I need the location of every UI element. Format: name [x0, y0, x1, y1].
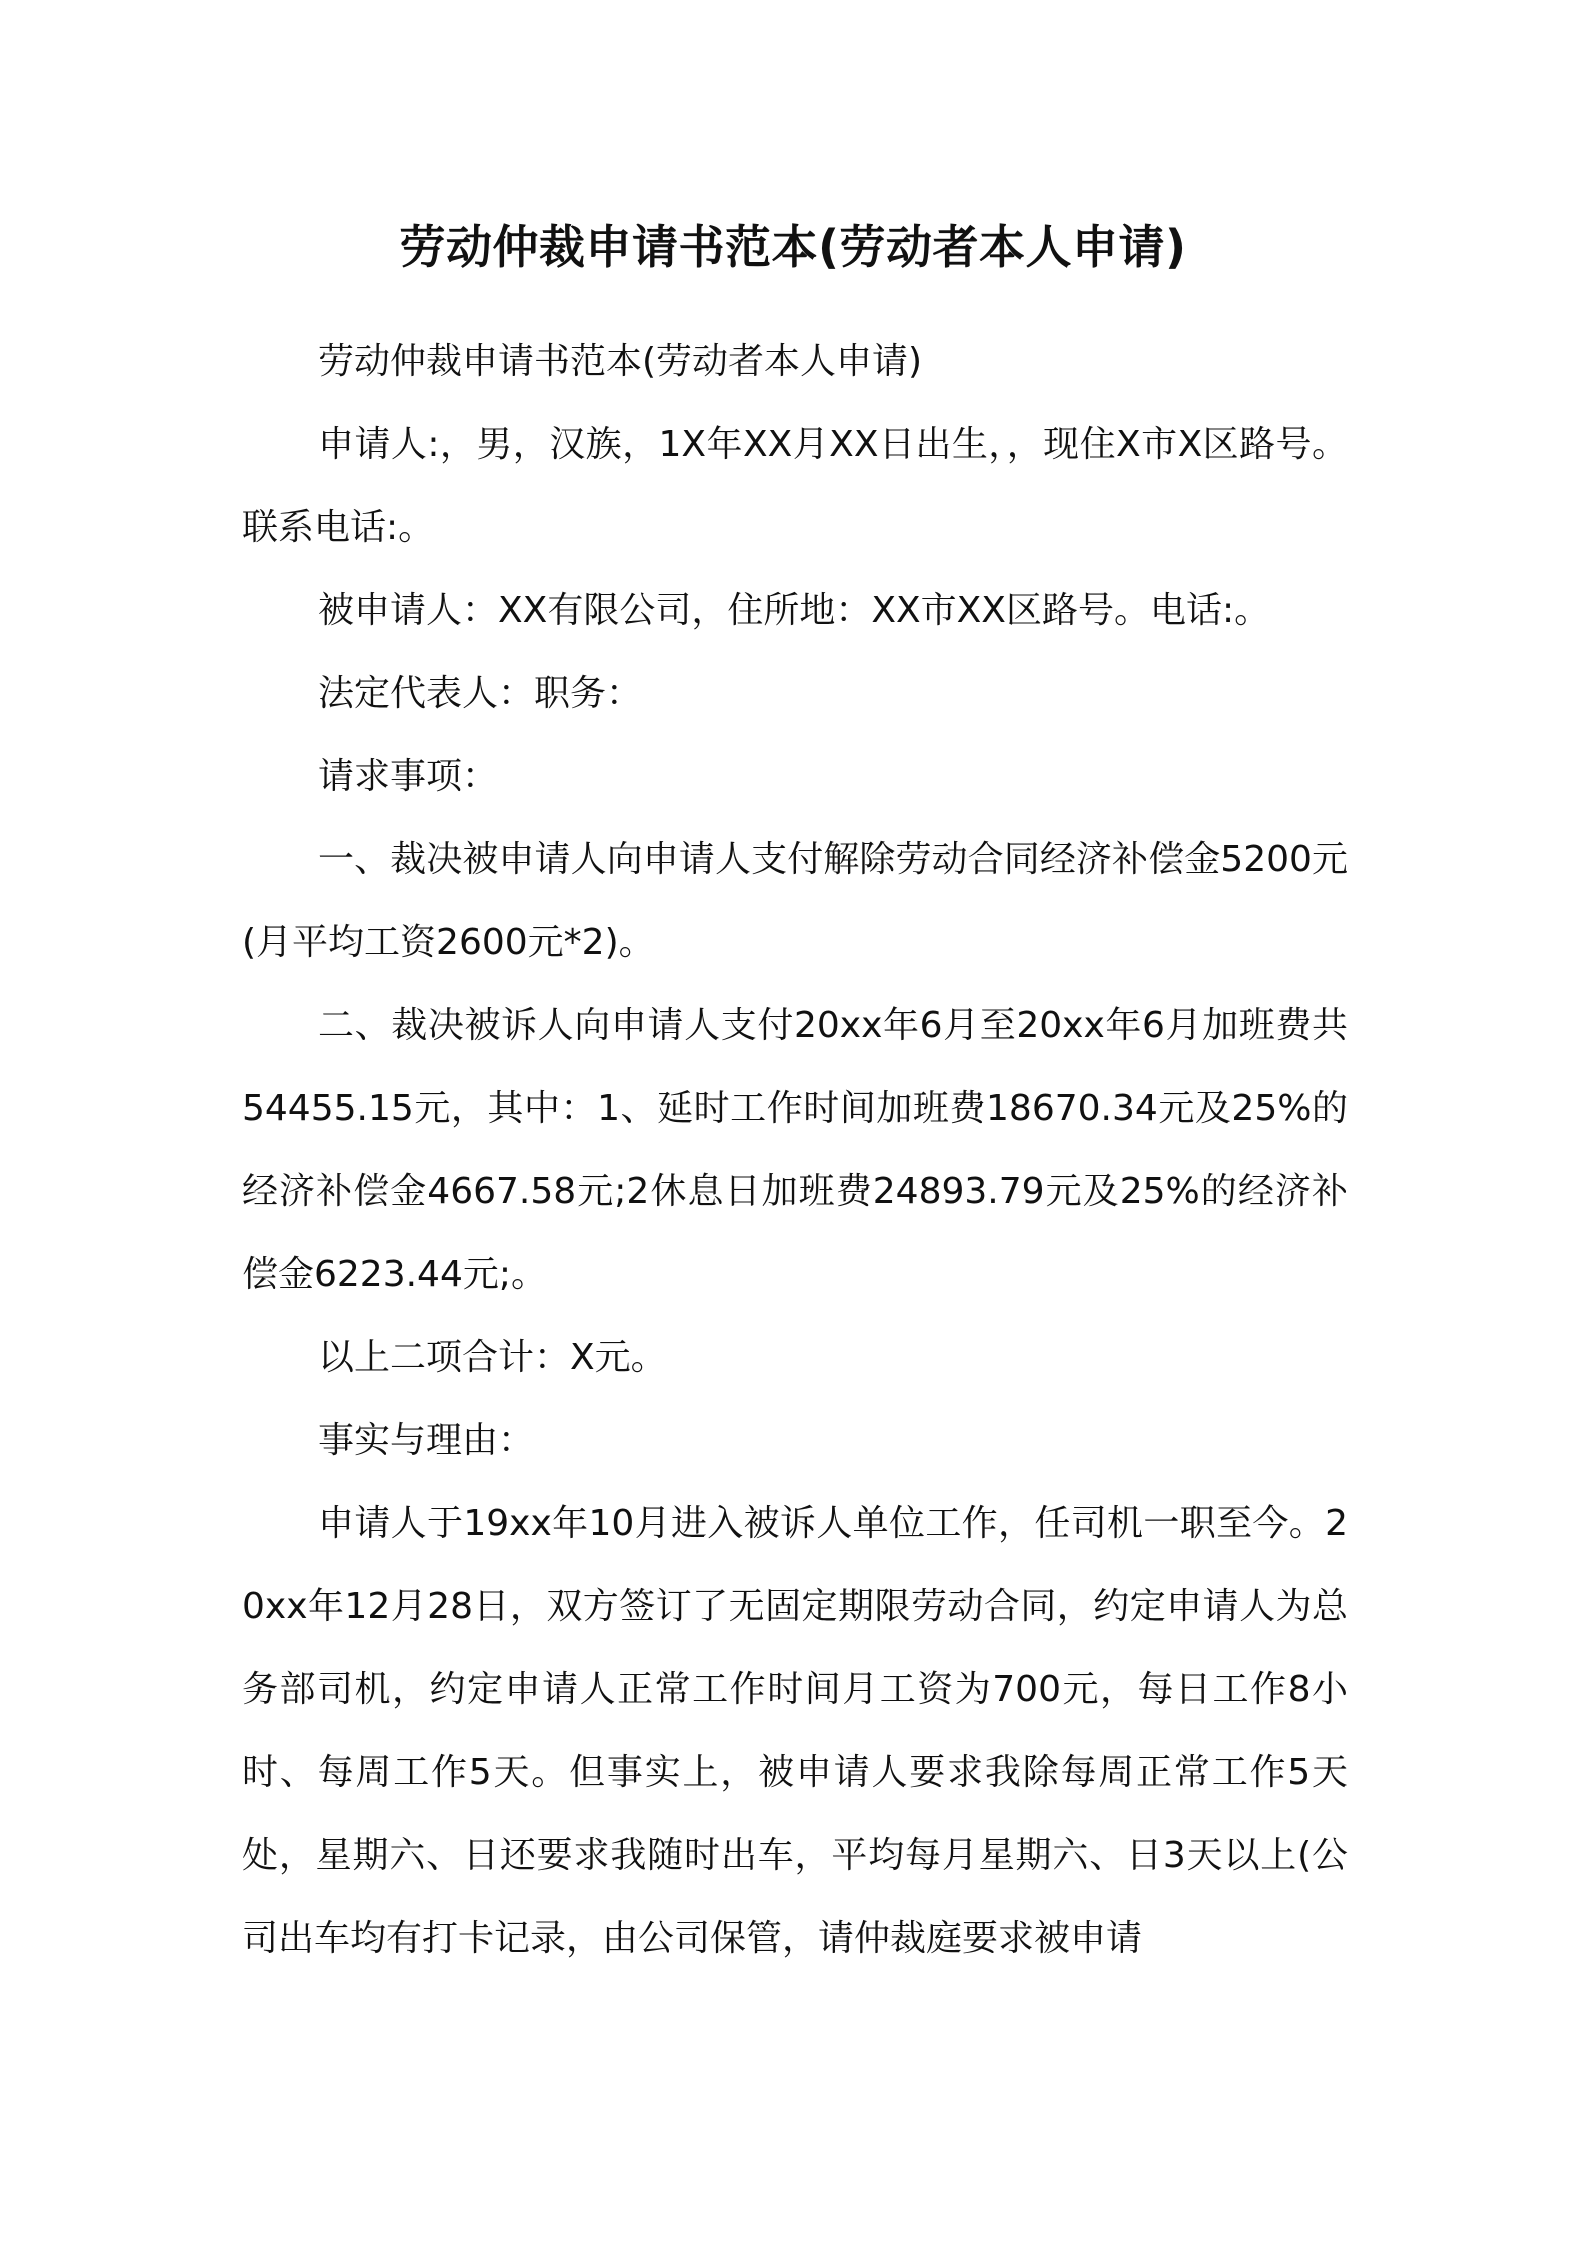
paragraph-claims-heading: 请求事项： — [318, 756, 499, 797]
paragraph-claim-two: 二、裁决被诉人向申请人支付20xx年6月至20xx年6月加班费共54455.15元，其中：1、延时工作时间加班费18670.34元及25%的经济补偿金4667.58元;2休息日加班费24893.79元及25%的经济补偿金6223.44元;。 — [242, 1005, 1348, 1295]
paragraph-total: 以上二项合计：X元。 — [318, 1337, 667, 1378]
paragraph-applicant: 申请人:，男，汉族，1X年XX月XX日出生，，现住X市X区路号。联系电话:。 — [242, 424, 1348, 548]
paragraph-respondent: 被申请人：XX有限公司，住所地：XX市XX区路号。电话:。 — [318, 590, 1271, 631]
paragraph-claim-one: 一、裁决被申请人向申请人支付解除劳动合同经济补偿金5200元(月平均工资2600元*2)。 — [242, 839, 1348, 963]
paragraph-facts-heading: 事实与理由： — [318, 1420, 535, 1461]
document-title: 劳动仲裁申请书范本(劳动者本人申请) — [399, 220, 1187, 274]
document-body — [242, 320, 1348, 1980]
paragraph-facts-body: 申请人于19xx年10月进入被诉人单位工作，任司机一职至今。20xx年12月28日，双方签订了无固定期限劳动合同，约定申请人为总务部司机，约定申请人正常工作时间月工资为700元，每日工作8小时、每周工作5天。但事实上，被申请人要求我除每周正常工作5天处，星期六、日还要求我随时出车，平均每月星期六、日3天以上(公司出车均有打卡记录，由公司保管，请仲裁庭要求被申请 — [242, 1503, 1348, 1959]
paragraph-subtitle: 劳动仲裁申请书范本(劳动者本人申请) — [318, 341, 923, 382]
paragraph-legal-representative: 法定代表人：职务： — [318, 673, 643, 714]
